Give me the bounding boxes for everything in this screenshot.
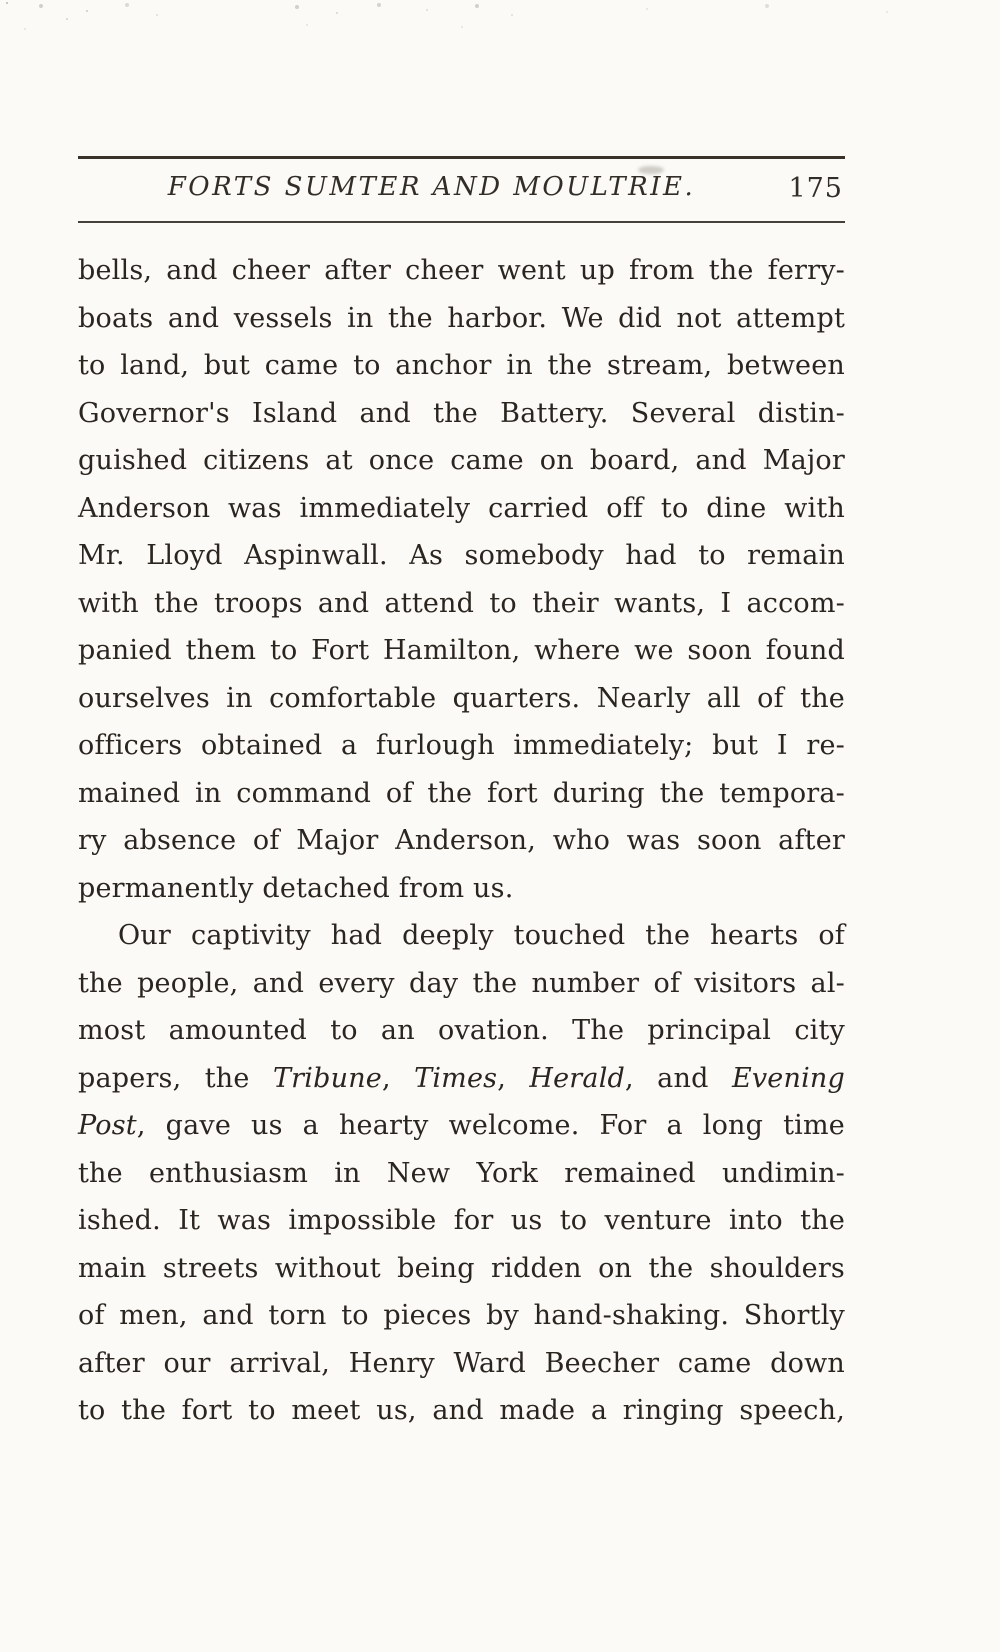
text-line: guished citizens at once came on board, and Major [78, 445, 845, 476]
text-line: Anderson was immediately carried off to dine with [78, 492, 845, 524]
text-line: officers obtained a furlough immediately; but I re- [78, 730, 845, 761]
italic-text: Tribune [272, 1062, 382, 1094]
italic-text: Post [78, 1110, 137, 1141]
running-head-title: FORTS SUMTER AND MOULTRIE. [167, 172, 696, 202]
paragraph [78, 912, 845, 1435]
text-line: with the troops and attend to their wants, I accom- [78, 587, 845, 619]
text-line: panied them to Fort Hamilton, where we soon found [78, 635, 845, 666]
text-line: the people, and every day the number of visitors al- [78, 967, 845, 999]
text-line: Governor's Island and the Battery. Several distin- [78, 397, 845, 429]
text-segment: , gave us a hearty welcome. For a long time [136, 1110, 845, 1141]
text-segment: , and [625, 1062, 732, 1094]
text-segment: papers, the [78, 1062, 273, 1094]
text-line [78, 1055, 845, 1103]
running-head [78, 172, 845, 212]
text-line: ished. It was impossible for us to venture into the [78, 1205, 845, 1236]
text-line: to the fort to meet us, and made a ringing speech, [78, 1395, 845, 1426]
italic-text: Evening [731, 1062, 845, 1094]
page-body [78, 247, 845, 1435]
text-line: the enthusiasm in New York remained undimin- [78, 1157, 845, 1189]
page-number: 175 [788, 173, 843, 204]
italic-text: Times [414, 1062, 498, 1094]
text-line: Mr. Lloyd Aspinwall. As somebody had to remain [78, 540, 845, 571]
text-line: boats and vessels in the harbor. We did not attempt [78, 302, 845, 334]
italic-text: Herald [529, 1062, 626, 1094]
text-segment: , [381, 1062, 415, 1094]
text-line: most amounted to an ovation. The principal city [78, 1015, 845, 1046]
text-line: bells, and cheer after cheer went up from the ferry- [78, 255, 845, 286]
scan-smudge [638, 166, 664, 174]
text-segment: , [497, 1062, 530, 1094]
text-line: of men, and torn to pieces by hand-shaking. Shortly [78, 1300, 845, 1331]
scan-noise [6, 2, 8, 4]
text-line: Our captivity had deeply touched the hearts of [118, 920, 845, 951]
text-line: ry absence of Major Anderson, who was soon after [78, 825, 845, 856]
text-line [78, 1102, 845, 1150]
text-line: ourselves in comfortable quarters. Nearly all of the [78, 682, 845, 714]
header-rule-bottom [78, 221, 845, 223]
text-line: main streets without being ridden on the shoulders [78, 1252, 845, 1284]
text-line: to land, but came to anchor in the stream, between [78, 350, 845, 381]
paragraph [78, 247, 845, 912]
header-rule-top [78, 156, 845, 159]
text-line: permanently detached from us. [78, 872, 514, 904]
text-line: mained in command of the fort during the tempora- [78, 777, 845, 809]
text-line: after our arrival, Henry Ward Beecher came down [78, 1347, 845, 1379]
